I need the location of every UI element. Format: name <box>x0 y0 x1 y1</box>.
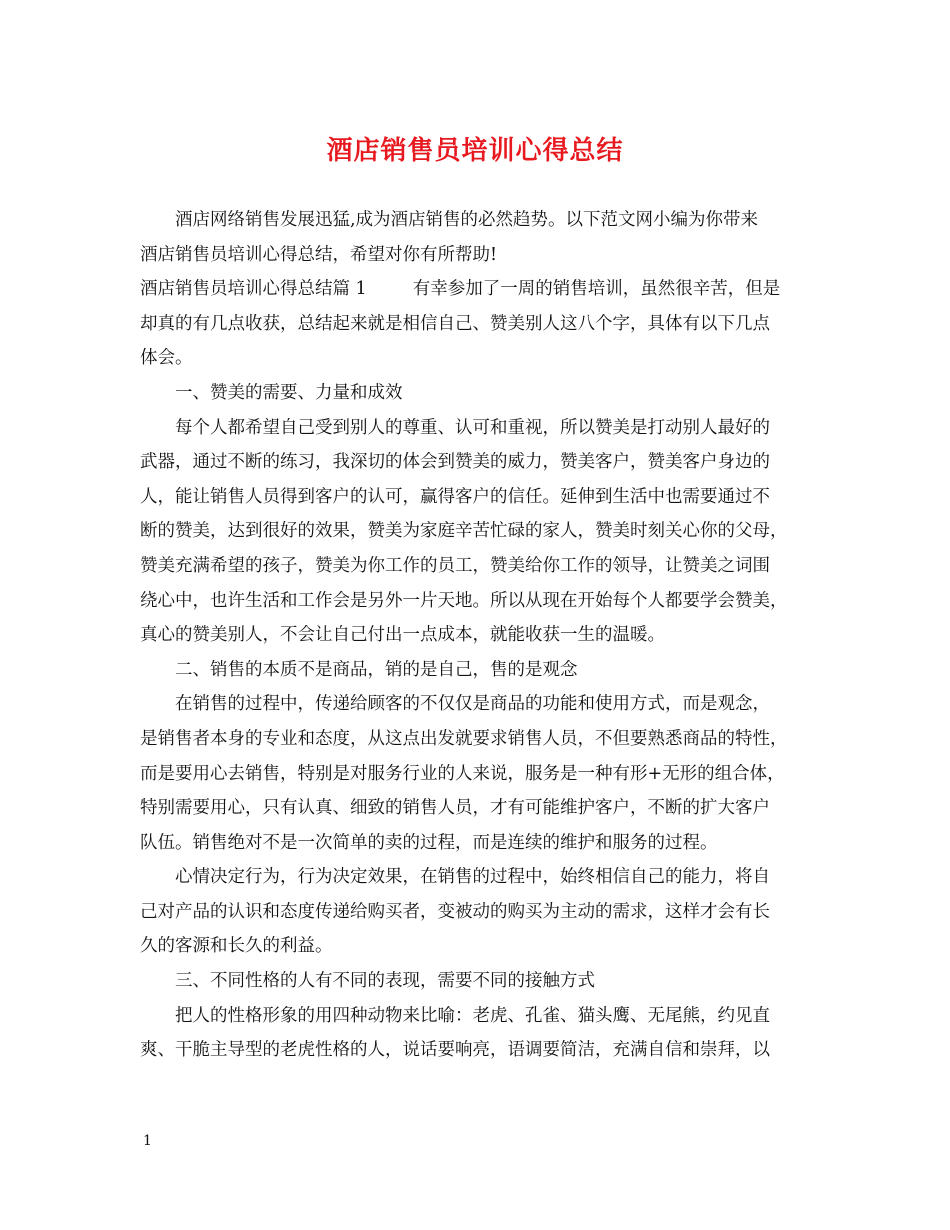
paragraph-line: 久的客源和长久的利益。 <box>140 936 333 957</box>
paragraph-line: 队伍。销售绝对不是一次简单的卖的过程，而是连续的维护和服务的过程。 <box>140 832 718 853</box>
paragraph-line: 在销售的过程中，传递给顾客的不仅仅是商品的功能和使用方式，而是观念， <box>175 694 770 715</box>
paragraph-line <box>140 272 820 307</box>
paragraph-line: 爽、干脆主导型的老虎性格的人，说话要响亮，语调要简洁，充满自信和崇拜，以 <box>140 1040 770 1061</box>
section-heading: 一、赞美的需要、力量和成效 <box>175 382 403 403</box>
section-heading: 二、销售的本质不是商品，销的是自己，售的是观念 <box>175 659 578 680</box>
paragraph-line: 特别需要用心，只有认真、细致的销售人员，才有可能维护客户，不断的扩大客户 <box>140 798 770 819</box>
paragraph-line: 绕心中，也许生活和工作会是另外一片天地。所以从现在开始每个人都要学会赞美， <box>140 590 788 611</box>
paragraph-line: 酒店销售员培训心得总结，希望对你有所帮助! <box>140 244 498 265</box>
paragraph-text: 有幸参加了一周的销售培训，虽然很辛苦，但是 <box>412 279 781 300</box>
document-title: 酒店销售员培训心得总结 <box>326 136 624 166</box>
paragraph-line: 每个人都希望自己受到别人的尊重、认可和重视，所以赞美是打动别人最好的 <box>175 417 770 438</box>
section-heading: 酒店销售员培训心得总结篇 1 <box>140 279 367 300</box>
paragraph-line: 体会。 <box>140 348 193 369</box>
paragraph-line: 赞美充满希望的孩子，赞美为你工作的员工，赞美给你工作的领导，让赞美之词围 <box>140 555 770 576</box>
paragraph-line: 却真的有几点收获，总结起来就是相信自己、赞美别人这八个字，具体有以下几点 <box>140 313 770 334</box>
paragraph-line: 己对产品的认识和态度传递给购买者，变被动的购买为主动的需求，这样才会有长 <box>140 901 770 922</box>
paragraph-line: 人，能让销售人员得到客户的认可，赢得客户的信任。延伸到生活中也需要通过不 <box>140 486 770 507</box>
paragraph-line: 心情决定行为，行为决定效果，在销售的过程中，始终相信自己的能力，将自 <box>175 867 770 888</box>
paragraph-line: 真心的赞美别人，不会让自己付出一点成本，就能收获一生的温暖。 <box>140 625 665 646</box>
section-heading: 三、不同性格的人有不同的表现，需要不同的接触方式 <box>175 971 595 992</box>
paragraph-line: 断的赞美，达到很好的效果，赞美为家庭辛苦忙碌的家人，赞美时刻关心你的父母， <box>140 521 788 542</box>
paragraph-line: 武器，通过不断的练习，我深切的体会到赞美的威力，赞美客户，赞美客户身边的 <box>140 452 770 473</box>
document-body <box>140 203 820 1068</box>
paragraph-line: 而是要用心去销售，特别是对服务行业的人来说，服务是一种有形+无形的组合体， <box>140 763 785 784</box>
paragraph-line: 是销售者本身的专业和态度，从这点出发就要求销售人员，不但要熟悉商品的特性， <box>140 728 788 749</box>
page-number: 1 <box>143 1133 152 1149</box>
paragraph-line: 酒店网络销售发展迅猛,成为酒店销售的必然趋势。以下范文网小编为你带来 <box>175 210 759 230</box>
paragraph-line: 把人的性格形象的用四种动物来比喻：老虎、孔雀、猫头鹰、无尾熊，约见直 <box>175 1005 770 1026</box>
